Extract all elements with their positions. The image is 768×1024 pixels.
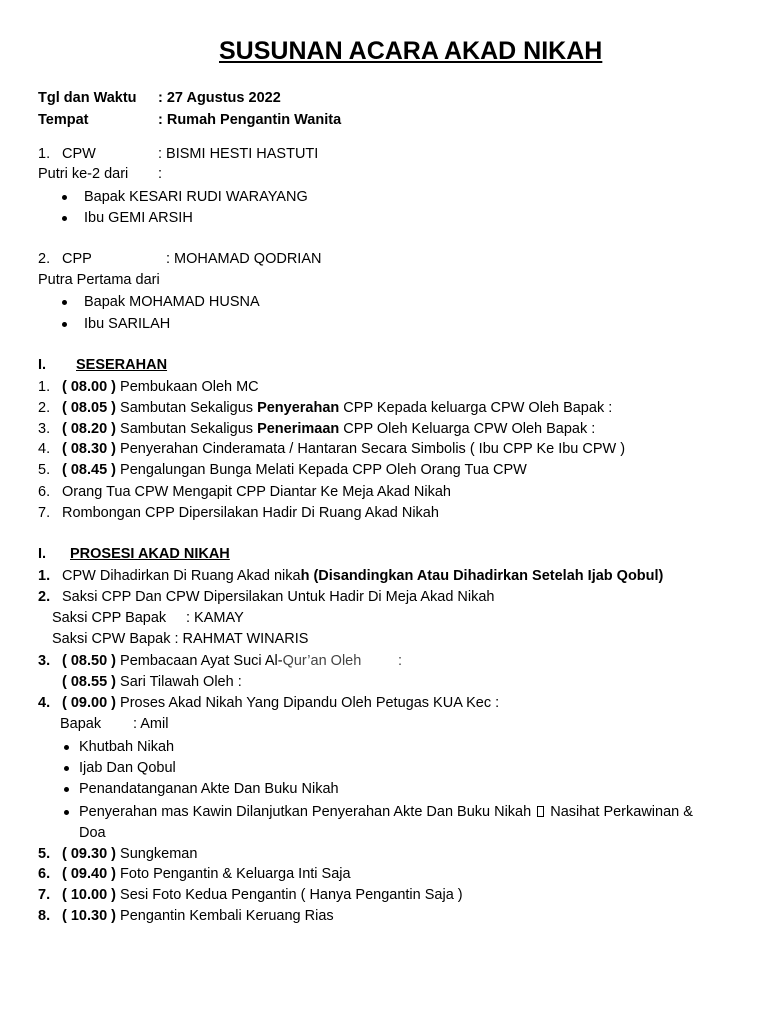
cpw-parent-line: Putri ke-2 dari: [38, 166, 129, 182]
sub-item: Ijab Dan Qobul: [79, 760, 176, 776]
list-item: 3. ( 08.20 ) Sambutan Sekaligus Penerimaan CPP Oleh Keluarga CPW Oleh Bapak :: [38, 421, 596, 437]
bapak-label: Bapak: [60, 716, 102, 732]
list-item: 3. ( 08.50 ) Pembacaan Ayat Suci Al-Qur’an Oleh: [38, 653, 362, 669]
section-heading-prosesi: PROSESI AKAD NIKAH: [70, 546, 230, 562]
date-label: Tgl dan Waktu: [38, 90, 137, 106]
bullet-icon: [62, 322, 67, 327]
list-item: 5. ( 09.30 ) Sungkeman: [38, 846, 198, 862]
bullet-icon: [64, 810, 69, 815]
cpw-father: Bapak KESARI RUDI WARAYANG: [84, 189, 308, 205]
cpw-parent-colon: :: [158, 166, 163, 182]
cpp-parent-line: Putra Pertama dari: [38, 272, 160, 288]
list-item: 2. ( 08.05 ) Sambutan Sekaligus Penyerahan CPP Kepada keluarga CPW Oleh Bapak :: [38, 400, 613, 416]
list-item: 7. Rombongan CPP Dipersilakan Hadir Di Ruang Akad Nikah: [38, 505, 439, 521]
list-item: 1. ( 08.00 ) Pembukaan Oleh MC: [38, 379, 259, 395]
bullet-icon: [62, 195, 67, 200]
sub-item: Khutbah Nikah: [79, 739, 175, 755]
cpp-father: Bapak MOHAMAD HUSNA: [84, 294, 260, 310]
bullet-icon: [62, 300, 67, 305]
list-item: 8. ( 10.30 ) Pengantin Kembali Keruang Rias: [38, 908, 334, 924]
place-value: : Rumah Pengantin Wanita: [158, 112, 342, 128]
list-item: 4. ( 08.30 ) Penyerahan Cinderamata / Hantaran Secara Simbolis ( Ibu CPP Ke Ibu CPW ): [38, 441, 626, 457]
sub-item: Penyerahan mas Kawin Dilanjutkan Penyerahan Akte Dan Buku Nikah Nasihat Perkawinan &: [79, 804, 693, 820]
list-item: 7. ( 10.00 ) Sesi Foto Kedua Pengantin ( Hanya Pengantin Saja ): [38, 887, 463, 903]
cpp-mother: Ibu SARILAH: [84, 316, 171, 332]
saksi-cpp-value: : KAMAY: [186, 610, 244, 626]
section-roman: I.: [38, 546, 47, 562]
list-item: 6. Orang Tua CPW Mengapit CPP Diantar Ke Meja Akad Nikah: [38, 484, 452, 500]
list-item: 4. ( 09.00 ) Proses Akad Nikah Yang Dipandu Oleh Petugas KUA Kec :: [38, 695, 500, 711]
cpp-label: CPP: [62, 251, 92, 267]
section-roman: I.: [38, 357, 47, 373]
list-item: ( 08.55 ) Sari Tilawah Oleh :: [62, 674, 242, 690]
saksi-cpw: Saksi CPW Bapak : RAHMAT WINARIS: [52, 631, 309, 647]
saksi-cpp-label: Saksi CPP Bapak: [52, 610, 167, 626]
sub-item: Penandatanganan Akte Dan Buku Nikah: [79, 781, 339, 797]
sub-item-cont: Doa: [79, 825, 106, 841]
list-item: 5. ( 08.45 ) Pengalungan Bunga Melati Kepada CPP Oleh Orang Tua CPW: [38, 462, 527, 478]
bullet-icon: [64, 745, 69, 750]
bullet-icon: [64, 787, 69, 792]
cpw-name: : BISMI HESTI HASTUTI: [158, 146, 319, 162]
cpw-label: CPW: [62, 146, 96, 162]
missing-glyph-icon: [537, 806, 544, 817]
place-label: Tempat: [38, 112, 89, 128]
cpp-num: 2.: [38, 251, 51, 267]
section-heading-seserahan: SESERAHAN: [76, 357, 168, 373]
cpw-num: 1.: [38, 146, 51, 162]
page-title: SUSUNAN ACARA AKAD NIKAH: [219, 37, 603, 65]
bullet-icon: [62, 216, 67, 221]
cpp-name: : MOHAMAD QODRIAN: [166, 251, 322, 267]
date-value: : 27 Agustus 2022: [158, 90, 281, 106]
list-item: 2. Saksi CPP Dan CPW Dipersilakan Untuk Hadir Di Meja Akad Nikah: [38, 589, 495, 605]
bullet-icon: [64, 766, 69, 771]
list-item: 1. CPW Dihadirkan Di Ruang Akad nikah (Disandingkan Atau Dihadirkan Setelah Ijab Qobul): [38, 568, 664, 584]
bapak-value: : Amil: [133, 716, 169, 732]
item3-colon: :: [398, 653, 403, 669]
list-item: 6. ( 09.40 ) Foto Pengantin & Keluarga Inti Saja: [38, 866, 351, 882]
cpw-mother: Ibu GEMI ARSIH: [84, 210, 193, 226]
